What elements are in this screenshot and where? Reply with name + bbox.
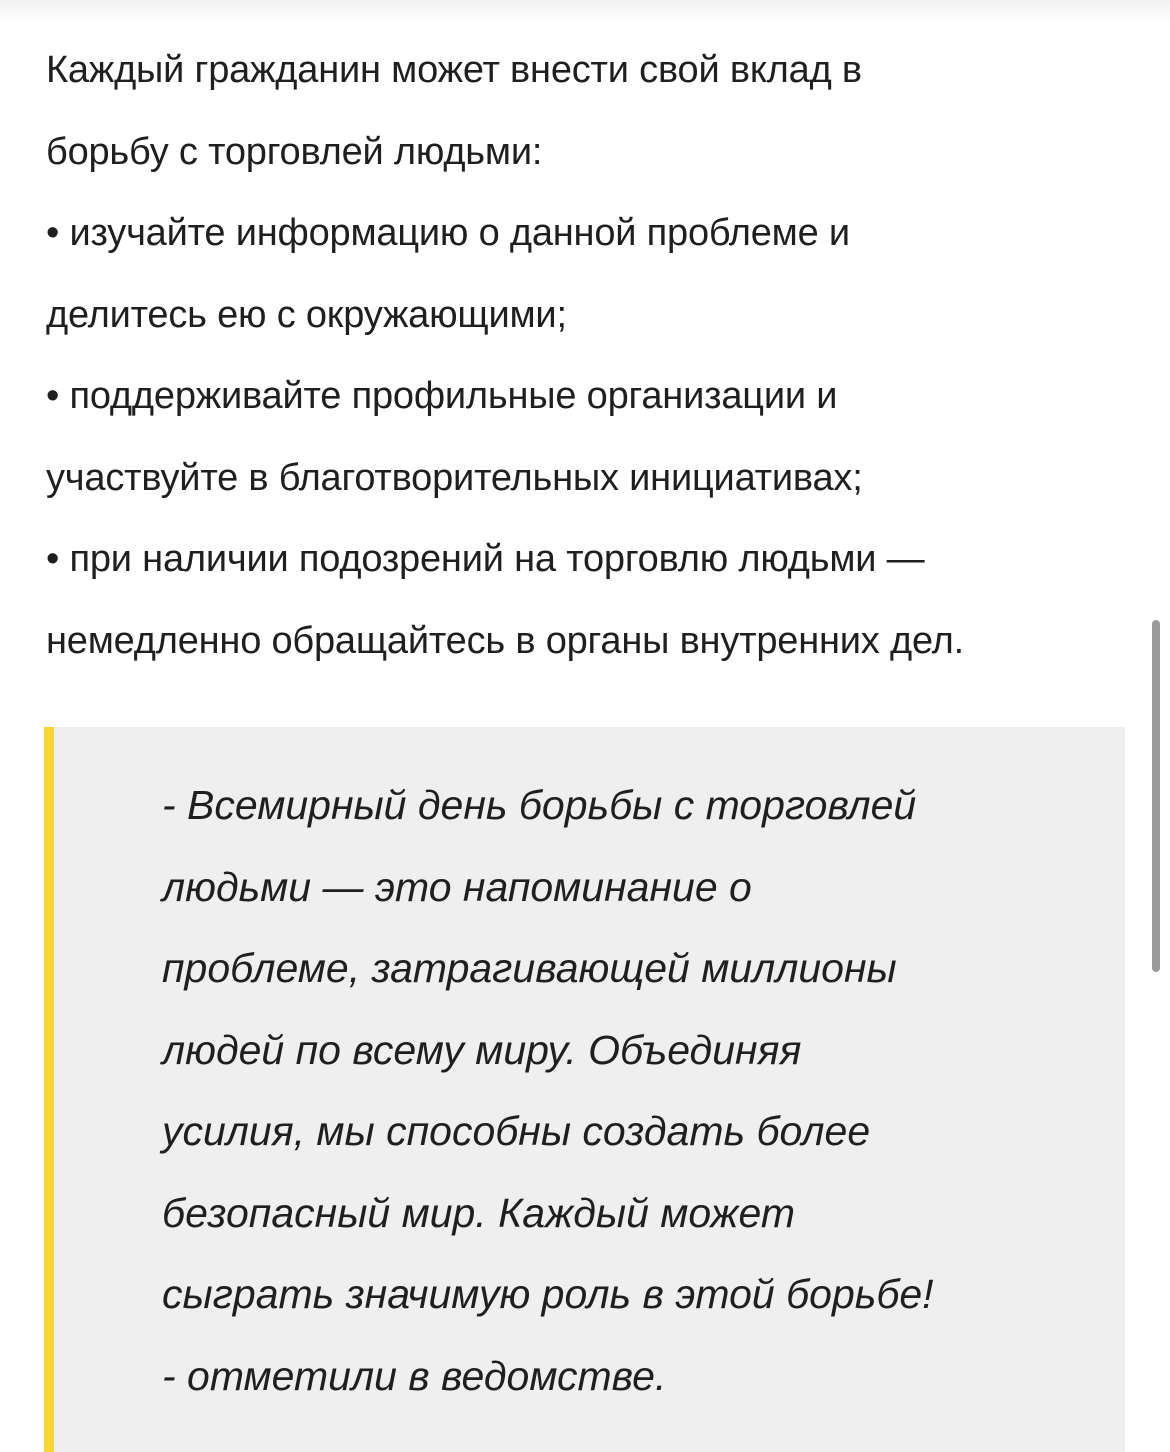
blockquote	[44, 727, 1125, 1452]
quote-line: людьми — это напоминание о	[162, 863, 752, 910]
quote-accent-bar	[44, 727, 54, 1452]
article-line: делитесь ею с окружающими;	[46, 293, 567, 336]
quote-attribution: - отметили в ведомстве.	[162, 1352, 667, 1399]
article-line: Каждый гражданин может внести свой вклад в	[46, 49, 862, 91]
article-list-item: • поддерживайте профильные организации и	[46, 375, 838, 417]
quote-line: сыграть значимую роль в этой борьбе!	[162, 1271, 934, 1317]
quote-line: - Всемирный день борьбы с торговлей	[162, 782, 917, 828]
quote-line: людей по всему миру. Объединяя	[162, 1026, 802, 1073]
quote-line: безопасный мир. Каждый может	[162, 1189, 795, 1236]
article-line: участвуйте в благотворительных инициативах;	[46, 456, 863, 499]
quote-line: проблеме, затрагивающей миллионы	[162, 945, 897, 991]
quote-text	[162, 765, 934, 1417]
top-shadow	[0, 0, 1170, 22]
article-body	[46, 30, 1136, 682]
quote-line: усилия, мы способны создать более	[162, 1108, 871, 1154]
article-list-item: • изучайте информацию о данной проблеме и	[46, 212, 850, 254]
article-line: борьбу с торговлей людьми:	[46, 130, 543, 173]
article-list-item: • при наличии подозрений на торговлю людьми —	[46, 538, 925, 580]
article-line: немедленно обращайтесь в органы внутренних дел.	[46, 619, 964, 662]
scrollbar-thumb[interactable]	[1152, 620, 1160, 972]
